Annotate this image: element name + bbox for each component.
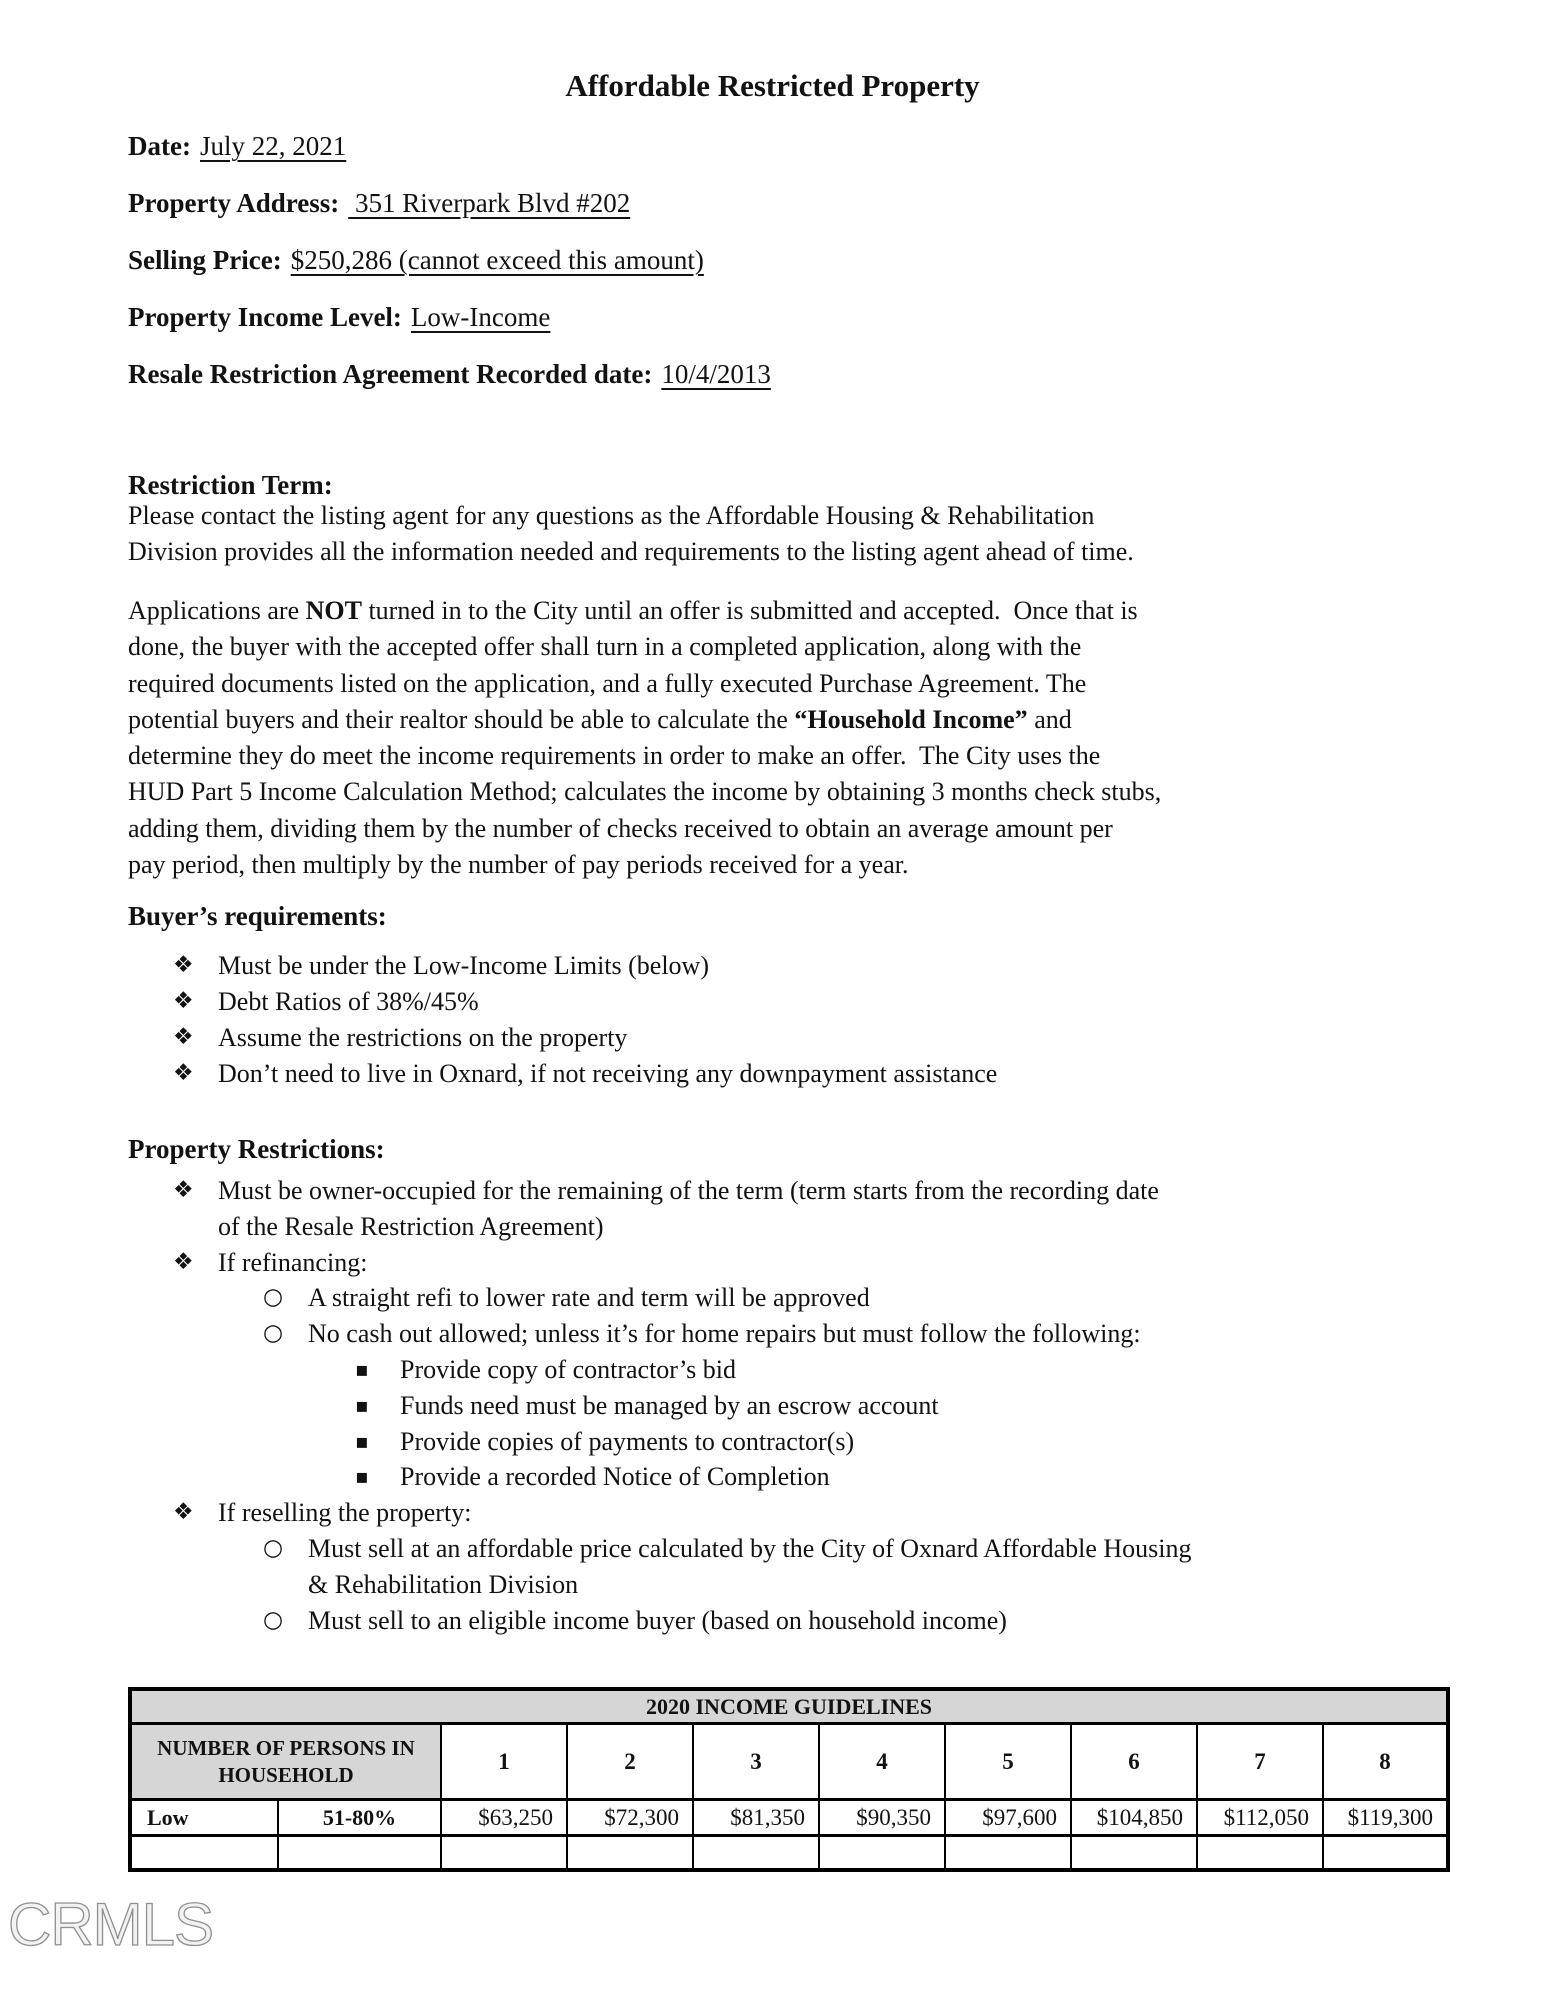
list-item-text: Must sell to an eligible income buyer (based on household income) [308, 1605, 1007, 1635]
column-header: 8 [1323, 1724, 1448, 1800]
line-segment: Applications are [128, 596, 306, 625]
list-item [128, 1531, 1192, 1567]
list-item-text: Provide copy of contractor’s bid [400, 1354, 736, 1384]
list-item-text: Must be owner-occupied for the remaining of the term (term starts from the recording date [218, 1176, 1159, 1205]
field-property-address-label: Property Address: [128, 188, 340, 218]
field-income-level-label: Property Income Level: [128, 302, 402, 332]
list-item-text: Provide copies of payments to contractor(s) [400, 1426, 855, 1456]
income-value-cell: $81,350 [693, 1800, 819, 1836]
list-item-text: Don’t need to live in Oxnard, if not receiving any downpayment assistance [218, 1058, 998, 1088]
list-item-text: Assume the restrictions on the property [218, 1022, 628, 1052]
income-value-cell: $119,300 [1323, 1800, 1448, 1836]
empty-cell [567, 1836, 693, 1871]
line-segment: and [1027, 704, 1072, 734]
table-header-row [130, 1724, 1448, 1800]
paragraph-line: required documents listed on the application, and a fully executed Purchase Agreement. The [128, 668, 1087, 698]
field-resale-recorded-date-label: Resale Restriction Agreement Recorded date: [128, 359, 653, 389]
empty-cell [1323, 1836, 1448, 1871]
circle-bullet-icon: ○ [263, 1320, 284, 1347]
field-property-address-value: 351 Riverpark Blvd #202 [348, 188, 631, 218]
empty-cell [441, 1836, 567, 1871]
list-item [128, 1424, 1192, 1460]
income-value-cell: $72,300 [567, 1800, 693, 1836]
diamond-bullet-icon: ❖ [173, 1177, 194, 1203]
paragraph-line: Please contact the listing agent for any questions as the Affordable Housing & Rehabilitation [128, 501, 1095, 530]
list-item-text: Provide a recorded Notice of Completion [400, 1462, 830, 1492]
list-item-text: Debt Ratios of 38%/45% [218, 986, 479, 1016]
list-item-text: A straight refi to lower rate and term will be approved [308, 1283, 870, 1313]
paragraph-line: HUD Part 5 Income Calculation Method; calculates the income by obtaining 3 months check stubs, [128, 777, 1162, 807]
diamond-bullet-icon: ❖ [173, 1248, 194, 1275]
paragraph-line [128, 593, 1161, 629]
bullet-spacer [263, 1567, 308, 1603]
field-resale-recorded-date [128, 359, 771, 390]
empty-cell [693, 1836, 819, 1871]
column-header: 1 [441, 1724, 567, 1800]
list-item [128, 1020, 997, 1056]
property-restrictions-list [128, 1173, 1192, 1638]
line-segment-bold: NOT [305, 596, 362, 625]
diamond-bullet-icon: ❖ [173, 1059, 194, 1086]
field-resale-recorded-date-value: 10/4/2013 [661, 359, 771, 389]
paragraph-line [128, 702, 1161, 738]
column-header: 5 [945, 1724, 1071, 1800]
field-date-label: Date: [128, 131, 191, 161]
field-selling-price-value: $250,286 (cannot exceed this amount) [290, 245, 704, 275]
list-item-text: No cash out allowed; unless it’s for home repairs but must follow the following: [308, 1319, 1141, 1349]
paragraph-line: determine they do meet the income requirements in order to make an offer. The City uses the [128, 741, 1101, 771]
restriction-term-paragraph-1 [128, 498, 1134, 571]
buyers-requirements-list [128, 948, 997, 1092]
field-selling-price [128, 245, 704, 276]
field-date [128, 131, 346, 162]
paragraph-line: Division provides all the information needed and requirements to the listing agent ahead of time. [128, 537, 1134, 567]
list-item [128, 984, 997, 1020]
list-item-text: Funds need must be managed by an escrow account [400, 1390, 939, 1420]
circle-bullet-icon: ○ [263, 1534, 284, 1561]
list-item [128, 1603, 1192, 1639]
diamond-bullet-icon: ❖ [173, 952, 194, 978]
square-bullet-icon: ▪ [355, 1356, 369, 1381]
income-value-cell: $97,600 [945, 1800, 1071, 1836]
persons-header-cell: NUMBER OF PERSONS IN HOUSEHOLD [130, 1724, 441, 1800]
diamond-bullet-icon: ❖ [173, 1023, 194, 1050]
list-item [128, 1316, 1192, 1352]
line-segment: turned in to the City until an offer is submitted and accepted. Once that is [361, 596, 1138, 625]
restriction-term-heading: Restriction Term: [128, 470, 333, 500]
field-income-level-value: Low-Income [410, 302, 551, 332]
table-title: 2020 INCOME GUIDELINES [130, 1689, 1448, 1724]
income-value-cell: $90,350 [819, 1800, 945, 1836]
buyers-requirements-heading: Buyer’s requirements: [128, 901, 387, 931]
field-property-address [128, 188, 630, 219]
paragraph-line: done, the buyer with the accepted offer shall turn in a completed application, along with the [128, 632, 1082, 662]
list-item [128, 1245, 1192, 1281]
list-item [128, 1280, 1192, 1316]
table-row-low [130, 1800, 1448, 1836]
bullet-spacer [173, 1209, 218, 1245]
empty-cell [819, 1836, 945, 1871]
table-title-row [130, 1689, 1448, 1724]
property-restrictions-heading: Property Restrictions: [128, 1134, 385, 1164]
list-item-text: of the Resale Restriction Agreement) [218, 1211, 604, 1241]
paragraph-line: adding them, dividing them by the number of checks received to obtain an average amount per [128, 813, 1113, 843]
column-header: 7 [1197, 1724, 1323, 1800]
empty-cell [1071, 1836, 1197, 1871]
table-empty-row [130, 1836, 1448, 1871]
column-header: 2 [567, 1724, 693, 1800]
empty-cell [278, 1836, 441, 1871]
list-item-continuation [128, 1209, 1192, 1245]
income-value-cell: $112,050 [1197, 1800, 1323, 1836]
square-bullet-icon: ▪ [355, 1464, 369, 1489]
income-value-cell: $104,850 [1071, 1800, 1197, 1836]
crmls-watermark: CRMLS [8, 1891, 214, 1958]
list-item-text: If refinancing: [218, 1247, 368, 1277]
square-bullet-icon: ▪ [355, 1428, 369, 1453]
income-level-cell: Low [130, 1800, 278, 1836]
diamond-bullet-icon: ❖ [173, 987, 194, 1014]
diamond-bullet-icon: ❖ [173, 1499, 194, 1526]
paragraph-line: pay period, then multiply by the number of pay periods received for a year. [128, 850, 909, 880]
list-item-continuation [128, 1567, 1192, 1603]
circle-bullet-icon: ○ [263, 1284, 284, 1311]
square-bullet-icon: ▪ [355, 1392, 369, 1417]
list-item-text: If reselling the property: [218, 1498, 472, 1528]
column-header: 3 [693, 1724, 819, 1800]
line-segment-bold: “Household Income” [794, 704, 1028, 734]
list-item-text: Must be under the Low-Income Limits (below) [218, 951, 709, 980]
restriction-term-paragraph-2 [128, 593, 1161, 883]
column-header: 6 [1071, 1724, 1197, 1800]
list-item [128, 1352, 1192, 1388]
field-date-value: July 22, 2021 [199, 131, 347, 161]
list-item [128, 948, 997, 984]
list-item-text: & Rehabilitation Division [308, 1569, 579, 1599]
list-item [128, 1056, 997, 1092]
list-item [128, 1459, 1192, 1495]
list-item [128, 1388, 1192, 1424]
empty-cell [130, 1836, 278, 1871]
empty-cell [1197, 1836, 1323, 1871]
line-segment: potential buyers and their realtor should be able to calculate the [128, 704, 795, 734]
field-selling-price-label: Selling Price: [128, 245, 282, 275]
page-title: Affordable Restricted Property [565, 68, 980, 103]
empty-cell [945, 1836, 1071, 1871]
list-item-text: Must sell at an affordable price calculated by the City of Oxnard Affordable Housing [308, 1533, 1192, 1563]
field-income-level [128, 302, 550, 333]
circle-bullet-icon: ○ [263, 1606, 284, 1633]
list-item [128, 1173, 1192, 1209]
income-guidelines-table [128, 1687, 1450, 1872]
list-item [128, 1495, 1192, 1531]
income-value-cell: $63,250 [441, 1800, 567, 1836]
income-range-cell: 51-80% [278, 1800, 441, 1836]
column-header: 4 [819, 1724, 945, 1800]
